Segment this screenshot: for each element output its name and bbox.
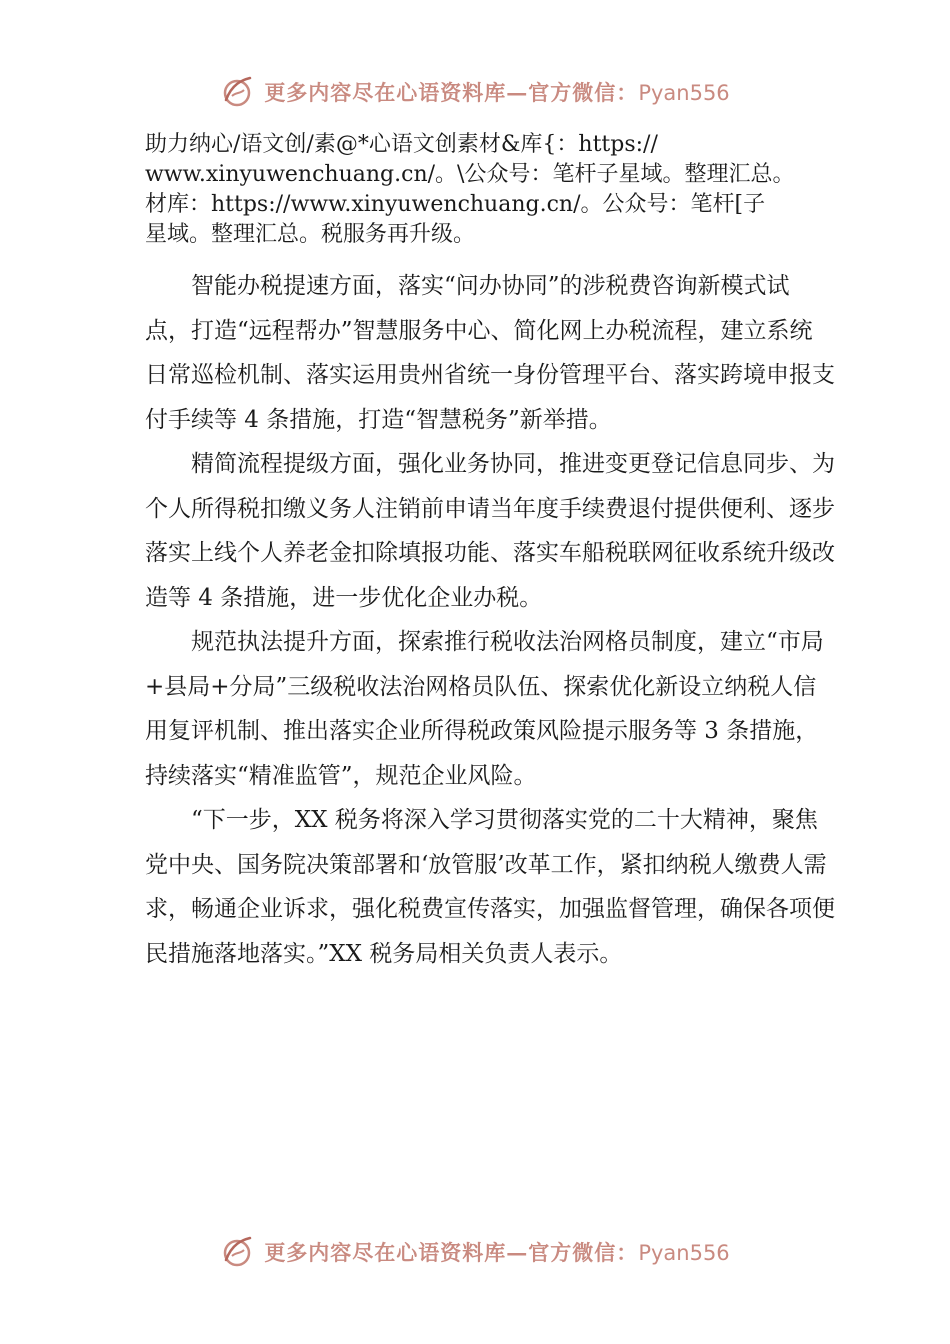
watermark-text: 更多内容尽在心语资料库—官方微信：Pyan556	[264, 1240, 730, 1265]
paragraph-smart-tax: 智能办税提速方面，落实“问办协同”的涉税费咨询新模式试点，打造“远程帮办”智慧服务中心、简化网上办税流程，建立系统日常巡检机制、落实运用贵州省统一身份管理平台、落实跨境申报支付手续等 4 条措施，打造“智慧税务”新举措。	[145, 273, 835, 433]
intro-block	[145, 130, 835, 250]
watermark-footer	[0, 1230, 950, 1274]
signature-flourish-icon	[220, 1234, 256, 1270]
intro-line: 助力纳心/语文创/素@*心语文创素材&库{：https://	[145, 132, 658, 157]
watermark-header	[0, 70, 950, 114]
intro-line: 星域。整理汇总。税服务再升级。	[145, 222, 476, 247]
signature-flourish-icon	[220, 74, 256, 110]
paragraph-simplify-process: 精简流程提级方面，强化业务协同，推进变更登记信息同步、为个人所得税扣缴义务人注销前申请当年度手续费退付提供便利、逐步落实上线个人养老金扣除填报功能、落实车船税联网征收系统升级改造等 4 条措施，进一步优化企业办税。	[145, 451, 835, 611]
intro-line: www.xinyuwenchuang.cn/。\公众号：笔杆子星域。整理汇总。	[145, 162, 795, 187]
paragraph-next-steps: “下一步，XX 税务将深入学习贯彻落实党的二十大精神，聚焦党中央、国务院决策部署和‘放管服’改革工作，紧扣纳税人缴费人需求，畅通企业诉求，强化税费宣传落实，加强监督管理，确保各项便民措施落地落实。”XX 税务局相关负责人表示。	[145, 807, 835, 967]
paragraph-law-enforcement: 规范执法提升方面，探索推行税收法治网格员制度，建立“市局+县局+分局”三级税收法治网格员队伍、探索优化新设立纳税人信用复评机制、推出落实企业所得税政策风险提示服务等 3 条措施，持续落实“精准监管”，规范企业风险。	[145, 629, 824, 789]
watermark-text: 更多内容尽在心语资料库—官方微信：Pyan556	[264, 80, 730, 105]
watermark-handle: Pyan556	[638, 1241, 730, 1265]
document-body	[145, 130, 835, 976]
intro-line: 材库：https://www.xinyuwenchuang.cn/。公众号：笔杆[子	[145, 192, 766, 217]
watermark-handle: Pyan556	[638, 81, 730, 105]
